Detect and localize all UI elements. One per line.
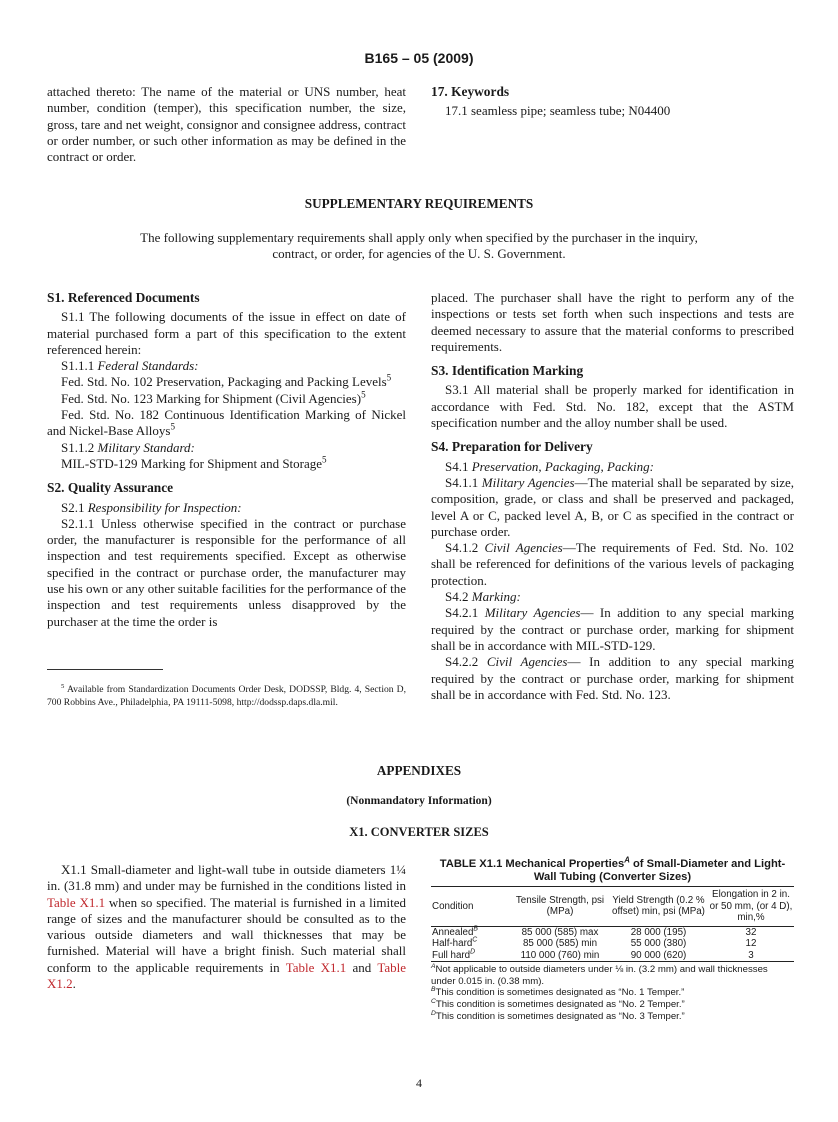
x1-and: and — [352, 959, 372, 975]
table-footnote-text: This condition is sometimes designated as “No. 2 Temper.” — [435, 999, 685, 1011]
footnote-text — [47, 683, 406, 709]
s4-p5 — [431, 605, 794, 654]
table-title-a: TABLE X1.1 Mechanical Properties — [439, 858, 625, 870]
s4-heading: S4. Preparation for Delivery — [431, 439, 593, 455]
s1-p6-italic: Military Standard: — [97, 439, 195, 455]
s1-p3-text: Fed. Std. No. 102 Preservation, Packaging and Packing Levels — [61, 374, 387, 390]
footnote-rule — [47, 669, 163, 670]
s1-p6-num: S1.1.2 — [61, 439, 95, 455]
s2-p2: S2.1.1 Unless otherwise specified in the contract or purchase order, the manufacturer is responsible for the performance of all inspection and test requirements specified. Except as otherwise specified in the contract or purchase order, the manufacturer may use his own or any other suitable facilities for the performance of the inspection and test requirements unless disapproved by the purchaser at the time the order is — [47, 515, 406, 629]
s1-p2 — [47, 358, 406, 374]
left-column — [47, 290, 406, 630]
x1-column — [47, 862, 406, 992]
footnote-ref: 5 — [322, 454, 327, 465]
table-footnote-text: This condition is sometimes designated as “No. 3 Temper.” — [435, 1010, 685, 1022]
condition-name: Half-hard — [432, 938, 473, 950]
s1-p2-italic: Federal Standards: — [97, 358, 199, 374]
s4-p2 — [431, 475, 794, 540]
table-footnote-text: Not applicable to outside diameters under ⅛ in. (3.2 mm) and wall thicknesses under 0.015 in. (0.38 mm). — [431, 964, 768, 987]
s4-p6-text: — In addition to any special marking required by the contract or purchase order, marking for shipment shall be in accordance with Fed. Std. No. 123. — [431, 654, 795, 702]
s4-p2-text: —The material shall be separated by size, composition, grade, or class and shall be preserved and packaged, level A or C, packed level A, B, or C as specified in the contract or purchase order. — [431, 474, 795, 539]
right-column — [431, 290, 794, 703]
s3-heading: S3. Identification Marking — [431, 363, 584, 379]
s4-p5-text: — In addition to any special marking required by the contract or purchase order, marking for shipment shall be in accordance with MIL-STD-129. — [431, 605, 795, 653]
x1-end: . — [72, 976, 76, 992]
s4-p2-italic: Military Agencies — [481, 474, 575, 490]
table-x1-2-link[interactable]: Table X1.2 — [47, 959, 406, 992]
table-title-b: of Small-Diameter and Light-Wall Tubing (Converter Sizes) — [533, 858, 786, 883]
s4-p5-num: S4.2.1 — [445, 605, 479, 621]
appendix-title: APPENDIXES — [376, 763, 462, 778]
table-footnote — [431, 964, 794, 987]
s1-p5 — [47, 407, 406, 440]
footnote-ref: 5 — [361, 389, 366, 400]
cell-condition — [431, 950, 511, 962]
delivery-paragraph: attached thereto: The name of the material or UNS number, heat number, condition (temper), this specification number, the size, gross, tare and net weight, consignor and consignee address, contract or order number, or such other information as may be defined in the contract or order. — [47, 84, 406, 165]
x1-text-b: when so specified. The material is furnished in a limited range of sizes and the manufacturer should be consulted as to the various outside diameters and wall thicknesses that may be furnished. Material will have a bright finish. Such material shall conform to the applicable requirements in — [47, 894, 407, 975]
s4-p3-italic: Civil Agencies — [484, 540, 563, 556]
x1-title: X1. CONVERTER SIZES — [349, 825, 489, 839]
footnote-body: Available from Standardization Documents Order Desk, DODSSP, Bldg. 4, Section D, 700 Robbins Ave., Philadelphia, PA 19111-5098, http://dodssp.daps.dla.mil. — [47, 684, 407, 709]
col-elongation: Elongation in 2 in. or 50 mm, (or 4 D), min,% — [709, 889, 793, 923]
s2-continuation: placed. The purchaser shall have the right to perform any of the inspections or tests set forth when such inspections and tests are deemed necessary to assure that the material conforms to prescribed requirements. — [431, 290, 794, 354]
footnote-mark: 5 — [61, 682, 65, 690]
properties-table — [431, 886, 794, 962]
s2-p1 — [47, 500, 406, 516]
x1-paragraph — [47, 862, 406, 992]
table-header-row — [431, 887, 794, 927]
page-header: B165 – 05 (2009) — [364, 50, 474, 66]
s4-p4 — [431, 589, 794, 605]
s4-p6 — [431, 654, 794, 703]
cell-yield: 55 000 (380) — [630, 938, 687, 950]
table-footnote-mark: A — [431, 963, 436, 971]
cell-elongation: 12 — [745, 938, 757, 950]
s4-p1 — [431, 459, 794, 475]
table-footnote-text: This condition is sometimes designated as “No. 1 Temper.” — [435, 987, 685, 999]
s4-p4-italic: Marking: — [471, 589, 521, 605]
s2-p1-num: S2.1 — [61, 499, 85, 515]
condition-note: D — [470, 948, 476, 956]
s1-p6 — [47, 440, 406, 456]
col-yield: Yield Strength (0.2 % offset) min, psi (MPa) — [612, 894, 705, 918]
cell-elongation: 32 — [745, 926, 757, 938]
table-x1-1-link[interactable]: Table X1.1 — [285, 959, 347, 975]
table-footnote — [431, 1011, 794, 1023]
table-row — [431, 950, 794, 962]
top-left-column — [47, 84, 406, 165]
s1-p2-num: S1.1.1 — [61, 358, 95, 374]
cell-condition — [431, 926, 511, 938]
s4-p4-num: S4.2 — [445, 589, 469, 605]
table-title — [431, 855, 794, 883]
cell-tensile: 85 000 (585) max — [521, 926, 599, 938]
cell-yield: 28 000 (195) — [630, 926, 687, 938]
x1-text-a: X1.1 Small-diameter and light-wall tube in outside diameters 1¼ in. (31.8 mm) and under may be furnished in the conditions listed in — [47, 862, 406, 894]
condition-name: Annealed — [432, 926, 474, 938]
page-number: 4 — [416, 1076, 422, 1090]
cell-yield: 90 000 (620) — [630, 949, 687, 961]
s1-p7-text: MIL-STD-129 Marking for Shipment and Storage — [61, 455, 323, 471]
s4-p3 — [431, 540, 794, 589]
s1-p4 — [47, 391, 406, 407]
s1-p1: S1.1 The following documents of the issue in effect on date of material purchased form a part of this specification to the extent referenced herein: — [47, 309, 406, 357]
table-footnote-mark: C — [431, 997, 436, 1005]
table-x1-1 — [431, 855, 794, 1022]
s1-heading: S1. Referenced Documents — [47, 290, 200, 305]
s4-p5-italic: Military Agencies — [484, 605, 581, 621]
table-title-note: A — [624, 855, 630, 865]
keywords-heading: 17. Keywords — [431, 84, 510, 99]
footnote-ref: 5 — [170, 422, 176, 433]
s2-heading: S2. Quality Assurance — [47, 480, 174, 496]
s1-p7 — [47, 456, 406, 472]
s4-p1-italic: Preservation, Packaging, Packing: — [471, 458, 654, 474]
keywords-text: 17.1 seamless pipe; seamless tube; N04400 — [445, 103, 671, 119]
supplementary-title: SUPPLEMENTARY REQUIREMENTS — [304, 196, 534, 211]
s4-p2-num: S4.1.1 — [445, 474, 479, 490]
cell-tensile: 110 000 (760) min — [520, 949, 600, 961]
table-footnote — [431, 999, 794, 1011]
s3-p1: S3.1 All material shall be properly marked for identification in accordance with Fed. Std. No. 182, except that the ASTM specification number and the alloy number shall be used. — [431, 382, 794, 431]
table-footnote-mark: B — [431, 986, 436, 994]
keywords-section — [431, 84, 794, 120]
condition-note: C — [472, 936, 478, 944]
condition-name: Full hard — [432, 949, 471, 961]
table-row — [431, 926, 794, 938]
footnote-ref: 5 — [386, 373, 392, 384]
s4-p1-num: S4.1 — [445, 458, 469, 474]
s4-p6-italic: Civil Agencies — [486, 654, 568, 670]
table-footnotes — [431, 964, 794, 1022]
appendix-subtitle: (Nonmandatory Information) — [346, 795, 492, 807]
table-footnote-mark: D — [431, 1009, 436, 1017]
s4-p6-num: S4.2.2 — [445, 654, 479, 670]
table-row — [431, 938, 794, 950]
s1-p4-text: Fed. Std. No. 123 Marking for Shipment (Civil Agencies) — [61, 390, 362, 406]
s4-p3-num: S4.1.2 — [445, 540, 479, 556]
table-footnote — [431, 987, 794, 999]
s1-p5-text: Fed. Std. No. 182 Continuous Identification Marking of Nickel and Nickel-Base Alloys — [47, 407, 406, 439]
condition-note: B — [473, 925, 478, 933]
footnote — [47, 683, 406, 709]
supplementary-intro: The following supplementary requirements shall apply only when specified by the purchaser in the inquiry, contract, or order, for agencies of the U. S. Government. — [140, 230, 698, 262]
s2-p1-italic: Responsibility for Inspection: — [87, 499, 242, 515]
cell-elongation: 3 — [748, 949, 754, 961]
col-tensile: Tensile Strength, psi (MPa) — [515, 894, 605, 918]
col-condition: Condition — [432, 900, 474, 912]
table-x1-1-link[interactable]: Table X1.1 — [47, 894, 106, 910]
cell-tensile: 85 000 (585) min — [522, 938, 598, 950]
s4-p3-text: —The requirements of Fed. Std. No. 102 shall be referenced for definitions of the various levels of packaging protection. — [431, 540, 794, 588]
s1-p3 — [47, 374, 406, 390]
